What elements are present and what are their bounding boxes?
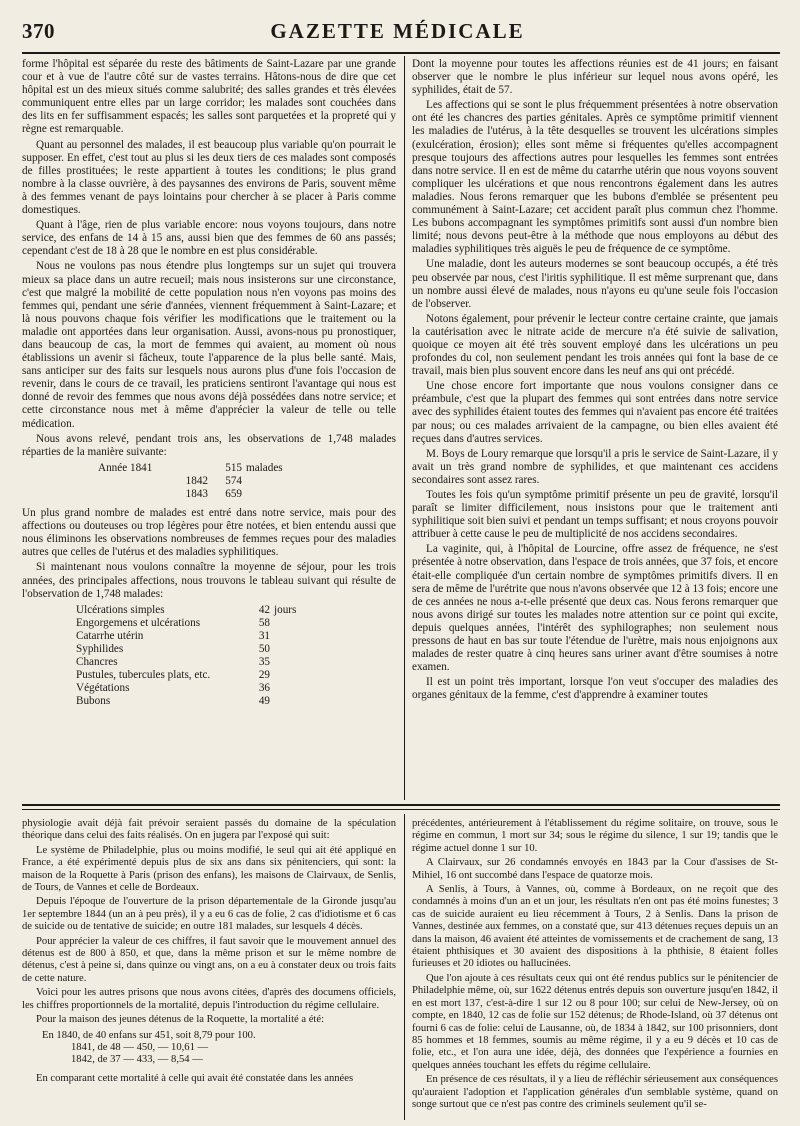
paragraph: En présence de ces résultats, il y a lieu de réfléchir sérieusement aux conséquences qu'auraient l'adoption et l'application générales d'un semblable système, quand on songe surtout que ce n'est pas contre des criminels seulement qu'il se-	[412, 1074, 778, 1110]
table-row: Catarrhe utérin 31	[76, 629, 270, 642]
header-rule	[22, 52, 780, 54]
paragraph: En comparant cette mortalité à celle qui avait été constatée dans les années	[36, 1072, 354, 1084]
paragraph: précédentes, antérieurement à l'établissement du régime solitaire, on trouve, sous le régime en commun, 1 mort sur 34; sous le régime du silence, 1 sur 19; tandis que le régime actuel donne 1 sur 10.	[412, 818, 778, 854]
table-row: Ulcérations simples 42 jours	[76, 603, 297, 616]
table-row: Engorgemens et ulcérations 58	[76, 616, 270, 629]
table-row: Chancres 35	[76, 656, 270, 669]
article-column-left	[22, 58, 396, 798]
paragraph: Il est un point très important, lorsque l'on veut s'occuper des maladies des organes génitaux de la femme, c'est d'apprendre à examiner toutes	[412, 676, 778, 702]
paragraph: Quant au personnel des malades, il est beaucoup plus variable qu'on pourrait le supposer. En effet, c'est tout au plus si les deux tiers de ces malades sont composés de filles prostituées; le reste appartient à toutes les conditions; le plus grand nombre à la classe ouvrière, à des paysannes des environs de Paris, souvent même à des femmes venant de pays lointains pour chercher à se placer à Paris comme domestiques.	[22, 138, 396, 217]
paragraph: Pour apprécier la valeur de ces chiffres, il faut savoir que le mouvement annuel des détenus est de 800 à 850, et que, dans la même prison et sur le même nombre de détenus, c'est à peine si, dans quinze ou vingt ans, on a eu à constater deux ou trois faits de cette nature.	[22, 935, 396, 984]
table-row: Année 1841 515 malades	[98, 461, 283, 474]
section-rule-thin	[22, 809, 780, 810]
paragraph: Pour la maison des jeunes détenus de la Roquette, la mortalité a été:	[36, 1014, 325, 1026]
table-row: En 1840, de 40 enfans sur 451, soit 8,79 pour 100.	[42, 1029, 256, 1041]
page-header	[22, 14, 780, 48]
table-row: 1842, de 37 — 433, — 8,54 —	[71, 1054, 203, 1066]
paragraph: forme l'hôpital est séparée du reste des bâtiments de Saint-Lazare par une grande cour et à vue de l'autre côté sur de vastes terrains. Hâtons-nous de dire que cet hôpital est un des mieux situés comme salubrité; des salles grandes et très élevées communiquent entre elles par un large corridor; les malades sont couchées dans des lits en fer suffisamment espacés; les salles sont parquetées et la propreté qui y règne est remarquable.	[22, 58, 396, 136]
paragraph: Une maladie, dont les auteurs modernes se sont beaucoup occupés, a été très peu observée par nous, c'est l'iritis syphilitique. Il est même surprenant que, dans un nombre aussi élevé de malades, nous n'ayons eu qu'une seule fois l'occasion de l'observer.	[412, 258, 778, 310]
paragraph: A Clairvaux, sur 26 condamnés envoyés en 1843 par la Cour d'assises de St-Mihiel, 16 ont succombé dans l'espace de quatorze mois.	[412, 857, 778, 881]
paragraph: Une chose encore fort importante que nous voulons consigner dans ce préambule, c'est que la plupart des femmes qui sont entrées dans notre service avec des syphilides étaient toutes des femmes qui n'avaient pas encore été traitées par nous; ou ces malades arrivaient de la campagne, ou bien elles avaient été reçues dans d'autres services.	[412, 380, 778, 445]
column-divider-top	[404, 56, 405, 800]
paragraph: Nous avons relevé, pendant trois ans, les observations de 1,748 malades réparties de la manière suivante:	[22, 432, 396, 458]
mortality-table	[42, 1030, 396, 1067]
paragraph: Quant à l'âge, rien de plus variable encore: nous voyons toujours, dans notre service, des enfans de 14 à 15 ans, aussi bien que des femmes de 60 ans passés; cependant c'est de 18 à 28 que le nombre en est plus considérable.	[22, 219, 396, 258]
paragraph: Dont la moyenne pour toutes les affections réunies est de 41 jours; en faisant observer que le nombre le plus inférieur sur lequel nous avons opéré, les syphilides, était de 57.	[412, 58, 778, 97]
average-stay-table	[76, 604, 396, 709]
table-row: Bubons 49	[76, 695, 270, 708]
table-row: Pustules, tubercules plats, etc. 29	[76, 669, 270, 682]
paragraph: Que l'on ajoute à ces résultats ceux qui ont été rendus publics sur le pénitencier de Philadelphie même, où, sur 1622 détenus entrés depuis son ouverture jusqu'en 1842, il en est mort 137, c'est-à-dire 1 sur 12 ou 8 pour 100; sur celui de New-Jersey, où on compte, en 1840, 12 cas de folie sur 152 détenus; de Rhode-Island, où 37 détenus ont fourni 6 cas de folie: celui de Lausanne, où, de 1834 à 1842, sur 100 prisonniers, dont 85 hommes et 18 femmes, soumis au même régime, il y a eu 9 décès et 10 cas de folie, etc., et l'on aura une idée, déjà, des données que l'expérience a fournies en quelques années touchant les effets du régime cellulaire.	[412, 972, 778, 1071]
paragraph: Un plus grand nombre de malades est entré dans notre service, mais pour des affections ou douteuses ou trop légères pour être notées, et bien entendu aussi que nous éliminons les observations nombreuses de femmes reçues pour des maladies autres que celles de l'utérus et des maladies syphilitiques.	[22, 507, 396, 559]
column-divider-bottom	[404, 814, 405, 1120]
paragraph: Le système de Philadelphie, plus ou moins modifié, le seul qui ait été appliqué en France, a été expérimenté depuis plus de six ans dans six pénitenciers, qui sont: la maison de la Roquette à Paris (prison des enfans), les maisons de Clairvaux, de Senlis, de Tours, de Vannes et celle de Bordeaux.	[22, 844, 396, 894]
section-rule	[22, 804, 780, 806]
table-row: 1843 659	[185, 488, 242, 500]
paragraph: Depuis l'époque de l'ouverture de la prison départementale de la Gironde jusqu'au 1er septembre 1844 (un an à peu près), il y a eu 6 cas de folie, 2 cas d'idiotisme et 6 cas de suicide ou de tentative de suicide; en outre 181 malades, sur lesquels 4 décès.	[22, 896, 396, 933]
table-row: 1841, de 48 — 450, — 10,61 —	[71, 1041, 209, 1053]
feuilleton-column-right	[412, 818, 778, 1120]
paragraph: Si maintenant nous voulons connaître la moyenne de séjour, pour les trois années, des principales affections, nous trouvons le tableau suivant qui résulte de l'observation de 1,748 malades:	[22, 561, 396, 600]
paragraph: Notons également, pour prévenir le lecteur contre certaine crainte, que jamais la cautérisation avec le nitrate acide de mercure n'a été suivie de salivation, quoique ce moyen ait été très souvent employé dans les ulcérations un peu profondes du col, non seulement pendant les trois années qui font la base de ce travail, mais bien plus souvent encore dans les neuf ans qui ont précédé.	[412, 312, 778, 378]
table-row: Syphilides 50	[76, 643, 270, 656]
page-number: 370	[22, 18, 55, 43]
paragraph: M. Boys de Loury remarque que lorsqu'il a pris le service de Saint-Lazare, il y avait un très grand nombre de syphilides, et que maintenant ces accidens secondaires sont assez rares.	[412, 447, 778, 486]
paragraph: Nous ne voulons pas nous étendre plus longtemps sur un sujet qui trouvera mieux sa place dans un autre recueil; mais nous insisterons sur une circonstance, c'est que malgré la mobilité de cette population nous n'en voyons pas moins des femmes qui, pendant une série d'années, viennent fréquemment à Saint-Lazare; et là nous pouvons chaque fois vérifier les modifications que le traitement ou la maladie ont apportées dans leur organisation. Aussi, avons-nous pu pronostiquer, dans beaucoup de cas, la mort de femmes qui avaient, au moment où nous établissions un avenir si fâcheux, toute l'apparence de la plus belle santé. Mais, sans anticiper sur des faits sur lesquels nous aurons plus d'une fois l'occasion de revenir, dans le cours de ce travail, les praticiens sentiront l'avantage qui nous est donné de revoir des femmes que nous avons déjà possédées dans notre service; et cette circonstance nous met à même d'apprécier la valeur de telle ou telle médication.	[22, 260, 396, 430]
paragraph: physiologie avait déjà fait prévoir seraient passés du domaine de la spéculation théorique dans celui des faits réalisés. On en jugera par l'exposé qui suit:	[22, 818, 396, 842]
paragraph: Toutes les fois qu'un symptôme primitif présente un peu de gravité, lorsqu'il paraît se limiter difficilement, nous insistons pour que le traitement anti syphilitique soit bien suivi et pendant un temps suffisant; et nous croyons pouvoir attribuer à cette cause le peu de multiplicité de nos accidens secondaires.	[412, 489, 778, 541]
table-row: Végétations 36	[76, 682, 270, 695]
table-row: 1842 574	[185, 474, 242, 487]
paragraph: Les affections qui se sont le plus fréquemment présentées à notre observation ont été les chancres des parties génitales. Après ce symptôme primitif viennent les maladies de l'utérus, à la tête desquelles se trouvent les ulcérations simples (exulcération, érosion); elles sont même si fréquentes qu'elles accompagnent presque toujours des affections autres pour lesquelles les femmes sont entrées dans notre service. Il en est de même du catarrhe utérin que nous voyons souvent compliquer les ulcérations et que nous rencontrons également dans les autres maladies. Nous ferons remarquer que les bubons d'emblée se présentent peu communément à Saint-Lazare; cet accident paraît plus commun chez l'homme. Les bubons accompagnant les symptômes primitifs sont aussi d'un nombre bien limité; nous devons peut-être à la méthode que nous employons au début des maladies syphilitiques très aiguës le peu de fréquence de ce symptôme.	[412, 99, 778, 256]
feuilleton-column-left	[22, 818, 396, 1120]
paragraph: A Senlis, à Tours, à Vannes, où, comme à Bordeaux, on ne reçoit que des condamnés à moins d'un an et un jour, les résultats n'en ont pas été moins funestes; 3 cas de suicide auraient eu lieu récemment à Tours, 2 à Senlis. Dans la prison de Vannes, destinée aux femmes, on a constaté que, sur 413 détenues reçues depuis un an dans la maison, 46 avaient été atteintes de vomissements et de crachement de sang, 13 étaient phthisiques et 30 avaient des dispositions à la phthisie, 8 étaient folles furieuses et 20 idiotes ou hallucinées.	[412, 884, 778, 970]
publication-title: GAZETTE MÉDICALE	[270, 18, 525, 43]
paragraph: La vaginite, qui, à l'hôpital de Lourcine, offre assez de fréquence, ne s'est présentée à notre observation, dans l'espace de trois années, que 37 fois, et encore était-elle compliquée d'un certain nombre de symptômes primitifs divers. Il en sera de même de l'urétrite que nous n'avons observée que 12 à 13 fois; encore une de ces années ne nous a-t-elle présenté que deux cas. Nous ferons remarquer que nous avons dirigé sur toutes les malades notre attention sur ce point qui excite, depuis quelques années, l'intérêt des syphilographes; non seulement nous pressons de haut en bas sur toute l'étendue de l'urètre, mais nous enjoignons aux malades de rester quatre à cinq heures sans uriner avant d'être soumises à notre examen.	[412, 543, 778, 674]
paragraph: Voici pour les autres prisons que nous avons citées, d'après des documens officiels, les chiffres proportionnels de la mortalité, depuis l'introduction du régime cellulaire.	[22, 987, 396, 1011]
patients-per-year-table	[98, 462, 396, 501]
article-column-right	[412, 58, 778, 798]
